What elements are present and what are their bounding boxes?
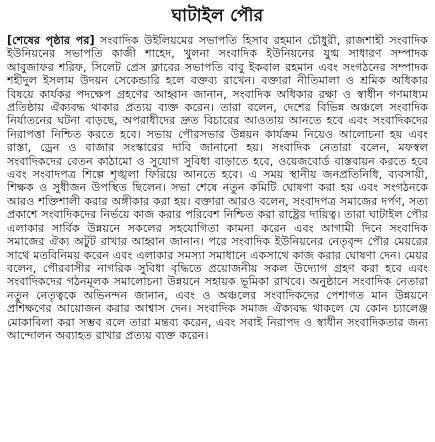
continued-from-marker: [শেষের পৃষ্ঠার পর] — [7, 34, 95, 47]
article-headline: ঘাটাইল পৌর — [171, 6, 264, 26]
article-body-text: সংবাদিক উইলিয়মের সভাপতি হিসাব রহমান চৌধুরী, রাজশাহী সংবাদিক ইউনিয়নের সভাপতি কাজী শাহেদ, খুলনা সংবাদিক ইউনিয়নের যুগ্ম সাধারণ সম্পাদক আবুজাফর শরিফ, সিলেট প্রেস ক্লাবের সভাপতি বাবু ইকবাল রহমান এবং সংগঠনের সম্পাদক শহীদুল ইসলাম উদয়ন সেকেন্ডারি হলে বক্তব্য রাখেন। বক্তারা নীতিমালা ও শ্রমিক অধিকার বিষয়ে কার্যকর পদক্ষেপ গ্রহণের আহ্বান জানান, সংবাদিক অধিকার রক্ষা ও স্বাধীন গণমাধ্যম প্রতিষ্ঠায় ঐক্যবদ্ধ থাকার প্রত্যয় ব্যক্ত করেন। তারা বলেন, দেশের বিভিন্ন অঞ্চলে সংবাদিক নির্যাতনের ঘটনা বাড়ছে, অপরাধীদের দ্রুত বিচারের আওতায় আনতে হবে এবং সংবাদিকদের নিরাপত্তা নিশ্চিত করতে হবে। সভায় পৌরসভার উন্নয়ন কার্যক্রম নিয়েও আলোচনা হয় এবং রাস্তা, ড্রেন ও বাজার সংস্কারের দাবি জানানো হয়। সংবাদিক নেতারা বলেন, মফস্বল সংবাদিকদের বেতন কাঠামো ও সুযোগ সুবিধা বাড়াতে হবে, ওয়েজবোর্ড বাস্তবায়ন করতে হবে এবং সংবাদপত্র শিল্পে শৃঙ্খলা ফিরিয়ে আনতে হবে। এ সময় স্থানীয় জনপ্রতিনিধি, ব্যবসায়ী, শিক্ষক ও সুধীজন উপস্থিত ছিলেন। সভা শেষে নতুন কমিটি ঘোষণা করা হয় এবং সংগঠনকে আরও শক্তিশালী করার অঙ্গীকার করা হয়। বক্তারা আরও বলেন, সংবাদপত্র সমাজের দর্পণ, সত্য প্রকাশে সংবাদিকদের নির্ভয়ে কাজ করার পরিবেশ নিশ্চিত করা রাষ্ট্রের দায়িত্ব। তারা ঘাটাইল পৌর এলাকার সার্বিক উন্নয়নে সকলের সহযোগিতা কামনা করেন এবং আগামী দিনে সংবাদিক সমাজের ঐক্য অটুট রাখার আহ্বান জানান। পরে সংবাদিক ইউনিয়নের নেতৃবৃন্দ পৌর মেয়রের সাথে মতবিনিময় করেন এবং এলাকার সমস্যা সমাধানে একসাথে কাজ করার ঘোষণা দেন। মেয়র বলেন, পৌরবাসীর নাগরিক সুবিধা বৃদ্ধিতে প্রয়োজনীয় সকল উদ্যোগ গ্রহণ করা হবে এবং সংবাদিকদের গঠনমূলক সমালোচনা উন্নয়নে সহায়ক ভূমিকা রাখবে। অনুষ্ঠানে সংবাদিক নেতারা নতুন নেতৃত্বকে অভিনন্দন জানান, এবং ও অঞ্চলের সংবাদিকদের পেশাগত মান উন্নয়নে প্রশিক্ষণের আয়োজন করার আশ্বাস দেন। সংবাদিক সমাজ ঐক্যবদ্ধ থাকলে যে কোন চ্যালেঞ্জ মোকাবিলা করা সম্ভব বলে তারা মন্তব্য করেন, এবং সবাই নিরাপদ ও স্বাধীন সংবাদিকতার জন্য আন্দোলন অব্যাহত রাখার প্রত্যয় ব্যক্ত করেন। — [7, 34, 428, 342]
article-body — [7, 34, 428, 442]
